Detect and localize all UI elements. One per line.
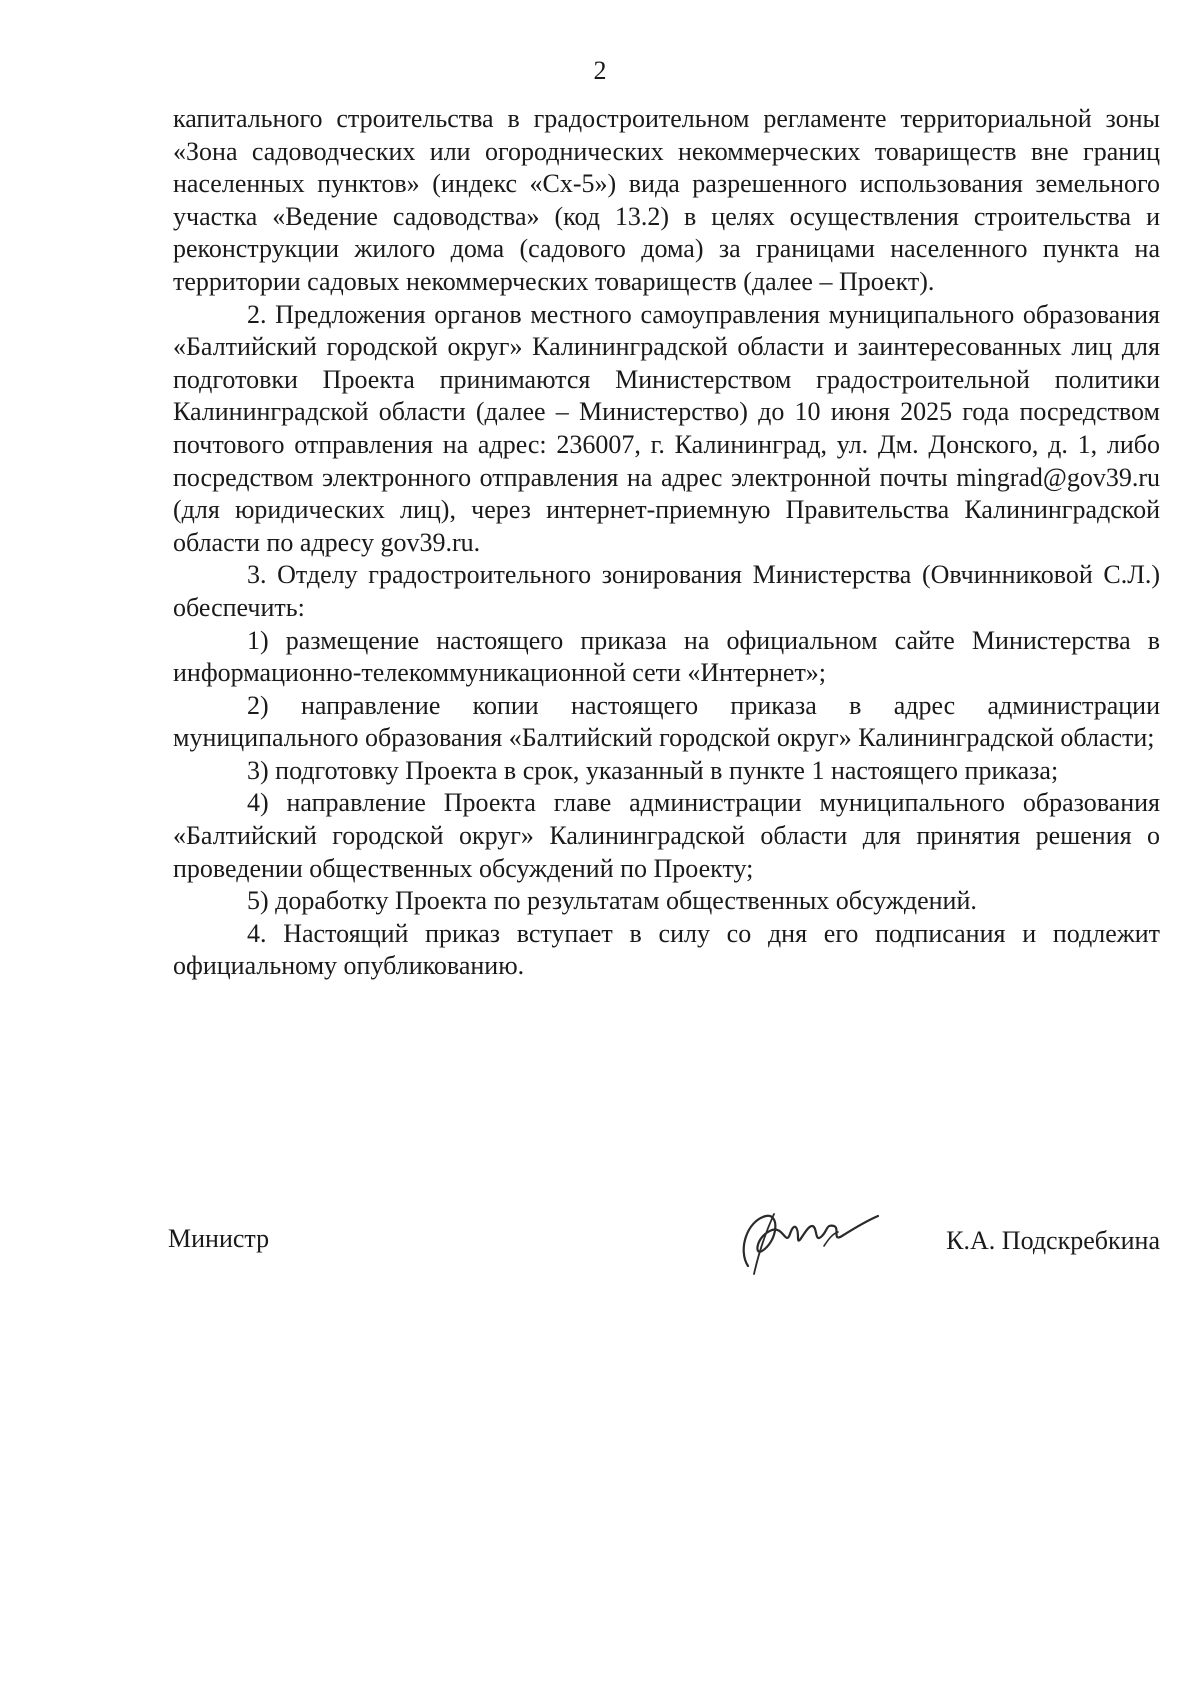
subparagraph-2: 2) направление копии настоящего приказа в адрес администрации муниципального образования «Балтийский городской округ» Калининградской области;	[173, 690, 1160, 753]
handwritten-signature-icon	[728, 1196, 888, 1280]
document-body	[173, 103, 1160, 983]
page-number: 2	[593, 56, 607, 85]
subparagraph-4: 4) направление Проекта главе администрации муниципального образования «Балтийский городской округ» Калининградской области для принятия решения о проведении общественных обсуждений по Проекту;	[173, 788, 1160, 883]
signer-name: К.А. Подскребкина	[946, 1226, 1160, 1255]
signature-block	[168, 1210, 1160, 1300]
subparagraph-1: 1) размещение настоящего приказа на официальном сайте Министерства в информационно-телекоммуникационной сети «Интернет»;	[173, 625, 1160, 688]
paragraph-item-2: 2. Предложения органов местного самоуправления муниципального образования «Балтийский городской округ» Калининградской области и заинтересованных лиц для подготовки Проекта принимаются Министерством градостроительной политики Калининградской области (далее – Министерство) до 10 июня 2025 года посредством почтового отправления на адрес: 236007, г. Калининград, ул. Дм. Донского, д. 1, либо посредством электронного отправления на адрес электронной почты mingrad@gov39.ru (для юридических лиц), через интернет-приемную Правительства Калининградской области по адресу gov39.ru.	[173, 299, 1160, 557]
subparagraph-5: 5) доработку Проекта по результатам общественных обсуждений.	[247, 886, 977, 916]
subparagraph-3: 3) подготовку Проекта в срок, указанный в пункте 1 настоящего приказа;	[247, 755, 1059, 785]
paragraph-item-3: 3. Отделу градостроительного зонирования Министерства (Овчинниковой С.Л.) обеспечить:	[173, 560, 1160, 622]
signer-position: Министр	[168, 1224, 270, 1253]
paragraph-item-4: 4. Настоящий приказ вступает в силу со дня его подписания и подлежит официальному опубликованию.	[173, 918, 1160, 981]
paragraph-continuation: капитального строительства в градостроительном регламенте территориальной зоны «Зона садоводческих или огороднических некоммерческих товариществ вне границ населенных пунктов» (индекс «Сх-5») вида разрешенного использования земельного участка «Ведение садоводства» (код 13.2) в целях осуществления строительства и реконструкции жилого дома (садового дома) за границами населенного пункта на территории садовых некоммерческих товариществ (далее – Проект).	[173, 104, 1160, 296]
